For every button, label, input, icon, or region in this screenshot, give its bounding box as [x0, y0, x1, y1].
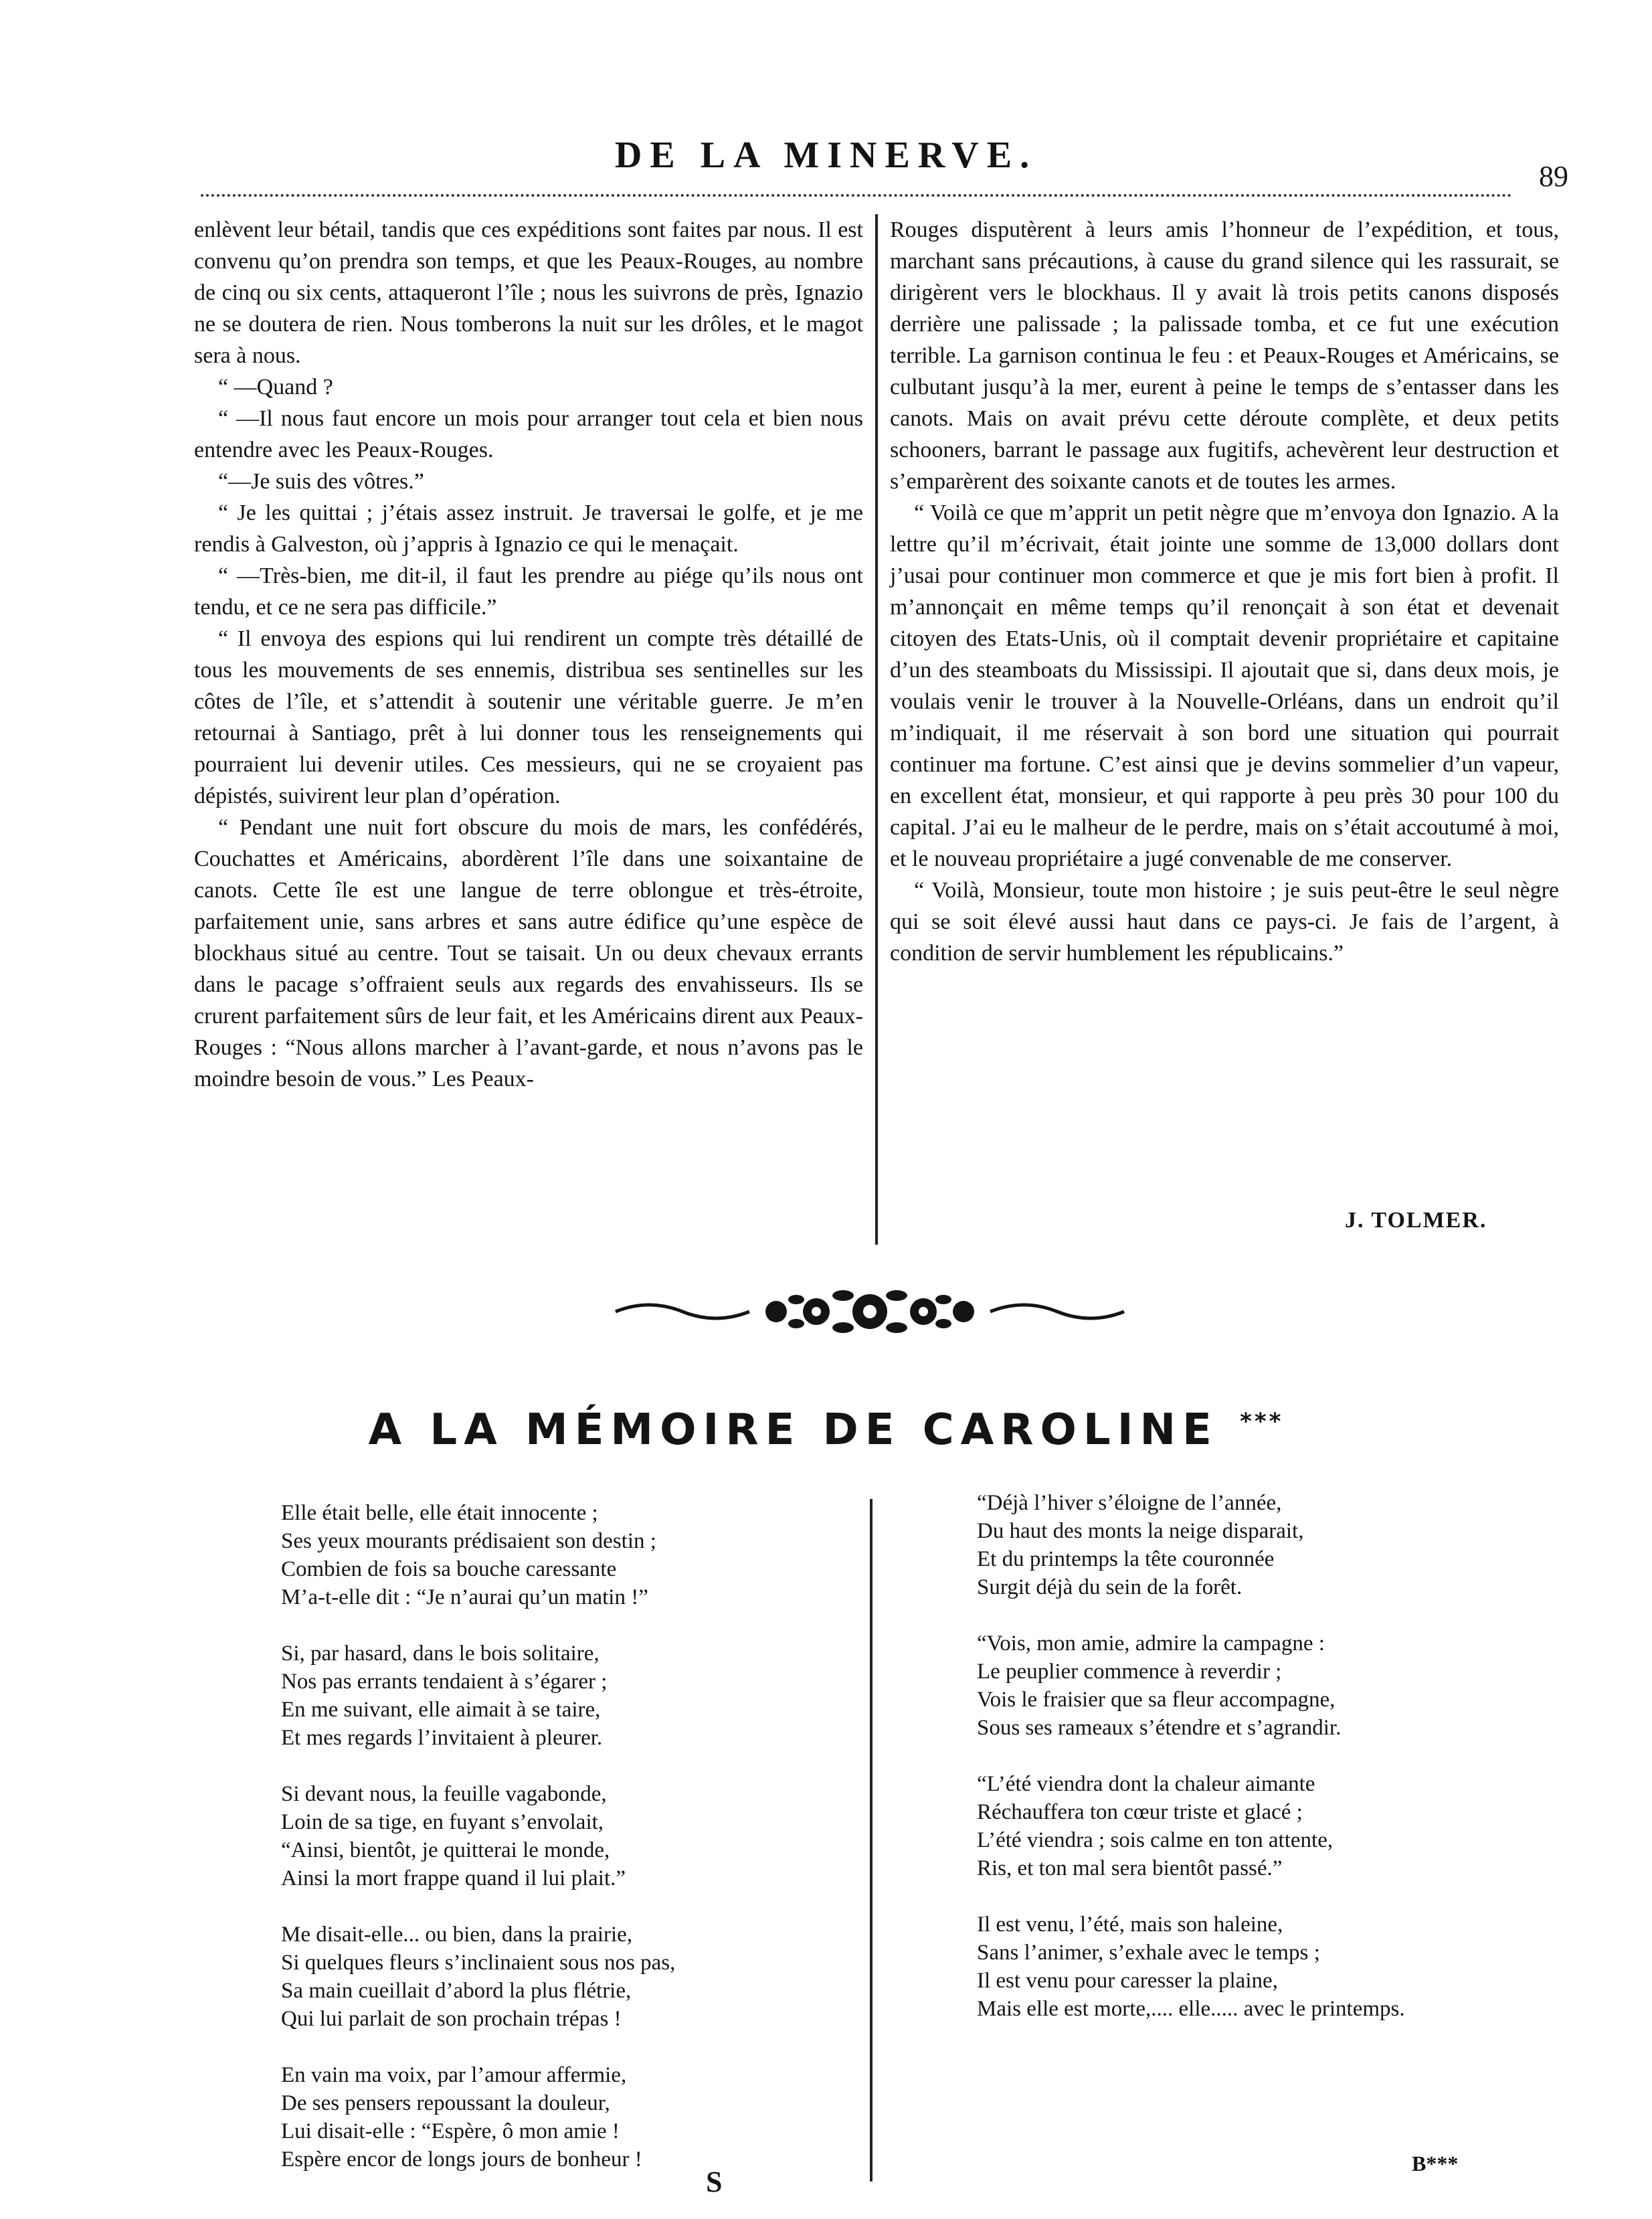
stanza	[281, 1499, 856, 1611]
poem-title	[0, 1405, 1652, 1455]
poem-title-stars: ***	[1240, 1408, 1284, 1435]
verse-line: Vois le fraisier que sa fleur accompagne,	[977, 1688, 1336, 1712]
page-number: 89	[1539, 160, 1568, 193]
verse-line: En vain ma voix, par l’amour affermie,	[281, 2063, 627, 2087]
verse-line: Combien de fois sa bouche caressante	[281, 1557, 617, 1581]
catchword: S	[706, 2165, 723, 2198]
verse-line: Le peuplier commence à reverdir ;	[977, 1660, 1282, 1684]
paragraph: “ Pendant une nuit fort obscure du mois de mars, les confédérés, Couchattes et Américains, abordèrent l’île dans une soixantaine de canots. Cette île est une langue de terre oblongue et très-étroite, parfaitement unie, sans arbres et sans autre édifice qu’une espèce de blockhaus situé au centre. Tout se taisait. Un ou deux chevaux errants dans le pacage s’offraient seuls aux regards des envahisseurs. Ils se crurent parfaitement sûrs de leur fait, et les Américains dirent aux Peaux-Rouges : “Nous allons marcher à l’avant-garde, et nous n’avons pas le moindre besoin de vous.” Les Peaux-	[194, 815, 863, 1091]
verse-line: Et mes regards l’invitaient à pleurer.	[281, 1726, 603, 1750]
verse-line: Espère encor de longs jours de bonheur !	[281, 2147, 642, 2171]
article-left-column	[194, 214, 863, 1095]
poem-column-divider	[870, 1499, 873, 2182]
verse-line: Si devant nous, la feuille vagabonde,	[281, 1782, 607, 1806]
verse-line: Et du printemps la tête couronnée	[977, 1547, 1275, 1571]
verse-line: “Ainsi, bientôt, je quitterai le monde,	[281, 1838, 610, 1862]
poem-signature: B***	[1412, 2151, 1459, 2176]
column-divider	[875, 214, 878, 1245]
verse-line: Nos pas errants tendaient à s’égarer ;	[281, 1670, 608, 1694]
stanza	[281, 1780, 856, 1892]
verse-line: Il est venu pour caresser la plaine,	[977, 1969, 1278, 1993]
verse-line: Mais elle est morte,.... elle..... avec le printemps.	[977, 1997, 1405, 2021]
article-right-column	[890, 214, 1559, 969]
running-head: DE LA MINERVE.	[614, 135, 1038, 176]
paragraph: Rouges disputèrent à leurs amis l’honneur de l’expédition, et tous, marchant sans précautions, à cause du grand silence qui les rassurait, se dirigèrent vers le blockhaus. Il y avait là trois petits canons disposés derrière une palissade ; la palissade tomba, et ce fut une exécution terrible. La garnison continua le feu : et Peaux-Rouges et Américains, se culbutant jusqu’à la mer, eurent à peine le temps de s’entasser dans les canots. Mais on avait prévu cette déroute complète, et deux petits schooners, barrant le passage aux fugitifs, achevèrent leur destruction et s’emparèrent des soixante canots et de toutes les armes.	[890, 217, 1559, 494]
paragraph: “ —Très-bien, me dit-il, il faut les prendre au piége qu’ils nous ont tendu, et ce ne sera pas difficile.”	[194, 563, 863, 620]
stanza	[977, 1629, 1552, 1742]
paragraph: “ Voilà, Monsieur, toute mon histoire ; je suis peut-être le seul nègre qui se soit élevé aussi haut dans ce pays-ci. Je fais de l’argent, à condition de servir humblement les républicains.”	[890, 878, 1559, 966]
verse-line: Surgit déjà du sein de la forêt.	[977, 1575, 1243, 1599]
verse-line: De ses pensers repoussant la douleur,	[281, 2091, 610, 2115]
article-signature: J. TOLMER.	[1345, 1208, 1487, 1233]
verse-line: M’a-t-elle dit : “Je n’aurai qu’un matin !”	[281, 1585, 648, 1609]
verse-line: L’été viendra ; sois calme en ton attente,	[977, 1828, 1334, 1852]
ornament-divider	[609, 1285, 1131, 1338]
stanza	[281, 2061, 856, 2173]
verse-line: Du haut des monts la neige disparait,	[977, 1519, 1304, 1543]
paragraph: “ —Il nous faut encore un mois pour arranger tout cela et bien nous entendre avec les Peaux-Rouges.	[194, 406, 863, 462]
verse-line: “Vois, mon amie, admire la campagne :	[977, 1631, 1325, 1656]
verse-line: Elle était belle, elle était innocente ;	[281, 1501, 598, 1525]
verse-line: Si, par hasard, dans le bois solitaire,	[281, 1641, 600, 1666]
poem-left-column	[281, 1499, 856, 2202]
paragraph: “ —Quand ?	[218, 375, 333, 400]
paragraph: enlèvent leur bétail, tandis que ces expéditions sont faites par nous. Il est convenu qu’on prendra son temps, et que les Peaux-Rouges, au nombre de cinq ou six cents, attaqueront l’île ; nous les suivrons de près, Ignazio ne se doutera de rien. Nous tomberons la nuit sur les drôles, et le magot sera à nous.	[194, 217, 863, 368]
paragraph: “ Voilà ce que m’apprit un petit nègre que m’envoya don Ignazio. A la lettre qu’il m’écrivait, était jointe une somme de 13,000 dollars dont j’usai pour continuer mon commerce et que je mis fort bien à profit. Il m’annonçait en même temps qu’il renonçait à son état et devenait citoyen des Etats-Unis, où il comptait devenir propriétaire et capitaine d’un des steamboats du Mississipi. Il ajoutait que si, dans deux mois, je voulais venir le trouver à la Nouvelle-Orléans, dans un endroit qu’il m’indiquait, il me réservait à son bord une situation qui pourrait continuer ma fortune. C’est ainsi que je devins sommelier d’un vapeur, en excellent état, monsieur, et qui rapporte à peu près 30 pour 100 du capital. J’ai eu le malheur de le perdre, mais on s’était accoutumé à moi, et le nouveau propriétaire a jugé convenable de me conserver.	[890, 501, 1559, 871]
paragraph: “ Je les quittai ; j’étais assez instruit. Je traversai le golfe, et je me rendis à Galveston, où j’appris à Ignazio ce qui le menaçait.	[194, 501, 863, 557]
verse-line: Loin de sa tige, en fuyant s’envolait,	[281, 1810, 604, 1834]
verse-line: Qui lui parlait de son prochain trépas !	[281, 2007, 622, 2031]
verse-line: “L’été viendra dont la chaleur aimante	[977, 1772, 1315, 1796]
stanza	[281, 1921, 856, 2033]
stanza	[977, 1770, 1552, 1882]
verse-line: Lui disait-elle : “Espère, ô mon amie !	[281, 2119, 620, 2143]
verse-line: Me disait-elle... ou bien, dans la prairie,	[281, 1923, 633, 1947]
verse-line: Il est venu, l’été, mais son haleine,	[977, 1913, 1283, 1937]
poem-right-column	[977, 1489, 1552, 2051]
stanza	[281, 1639, 856, 1752]
stanza	[977, 1911, 1552, 2023]
verse-line: Si quelques fleurs s’inclinaient sous nos pas,	[281, 1951, 676, 1975]
verse-line: Ainsi la mort frappe quand il lui plait.”	[281, 1866, 626, 1890]
verse-line: Réchauffera ton cœur triste et glacé ;	[977, 1800, 1303, 1824]
stanza	[977, 1489, 1552, 1601]
header-rule	[201, 194, 1512, 197]
verse-line: En me suivant, elle aimait à se taire,	[281, 1698, 601, 1722]
verse-line: Sa main cueillait d’abord la plus flétrie,	[281, 1979, 632, 2003]
verse-line: Ris, et ton mal sera bientôt passé.”	[977, 1856, 1283, 1880]
poem-title-text: A LA MÉMOIRE DE CAROLINE	[368, 1405, 1218, 1455]
verse-line: Ses yeux mourants prédisaient son destin ;	[281, 1529, 656, 1553]
verse-line: “Déjà l’hiver s’éloigne de l’année,	[977, 1491, 1282, 1515]
verse-line: Sous ses rameaux s’étendre et s’agrandir.	[977, 1716, 1342, 1740]
verse-line: Sans l’animer, s’exhale avec le temps ;	[977, 1941, 1320, 1965]
paragraph: “ Il envoya des espions qui lui rendirent un compte très détaillé de tous les mouvements de ses ennemis, distribua ses sentinelles sur les côtes de l’île, et s’attendit à soutenir une véritable guerre. Je m’en retournai à Santiago, prêt à lui donner tous les renseignements qui pourraient lui devenir utiles. Ces messieurs, qui ne se croyaient pas dépistés, suivirent leur plan d’opération.	[194, 626, 863, 808]
paragraph: “—Je suis des vôtres.”	[218, 469, 424, 494]
